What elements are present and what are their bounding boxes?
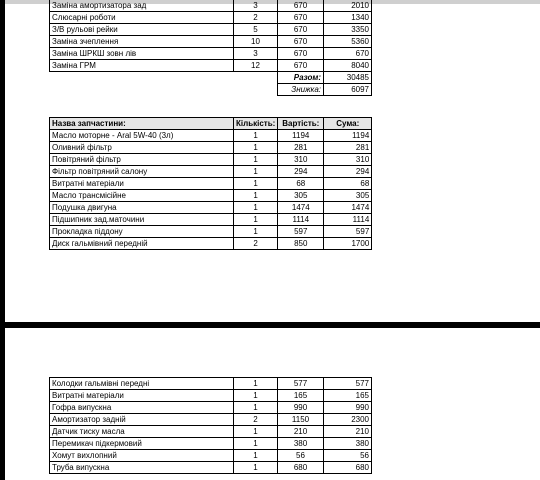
- total-label: Разом:: [278, 72, 324, 84]
- item-price: 670: [278, 36, 324, 48]
- item-name: Датчик тиску масла: [50, 426, 234, 438]
- item-name: Колодки гальмівні передні: [50, 378, 234, 390]
- item-name: Амортизатор задній: [50, 414, 234, 426]
- item-price: 850: [278, 238, 324, 250]
- spacer-cell: [50, 84, 234, 96]
- item-qty: 1: [234, 226, 278, 238]
- table-row: [50, 36, 372, 48]
- item-name: Гофра випускна: [50, 402, 234, 414]
- item-qty: 1: [234, 202, 278, 214]
- item-qty: 1: [234, 438, 278, 450]
- item-sum: 5360: [324, 36, 372, 48]
- item-name: Перемикач підкермовий: [50, 438, 234, 450]
- total-value: 30485: [324, 72, 372, 84]
- item-qty: 1: [234, 378, 278, 390]
- item-qty: 2: [234, 414, 278, 426]
- item-sum: 680: [324, 462, 372, 474]
- item-price: 990: [278, 402, 324, 414]
- item-sum: 597: [324, 226, 372, 238]
- item-price: 310: [278, 154, 324, 166]
- item-price: 680: [278, 462, 324, 474]
- item-qty: 1: [234, 214, 278, 226]
- item-price: 165: [278, 390, 324, 402]
- item-sum: 1340: [324, 12, 372, 24]
- item-sum: 294: [324, 166, 372, 178]
- item-name: Оливний фільтр: [50, 142, 234, 154]
- item-name: Витратні матеріали: [50, 390, 234, 402]
- item-qty: 3: [234, 48, 278, 60]
- item-sum: 305: [324, 190, 372, 202]
- item-name: Слюсарні роботи: [50, 12, 234, 24]
- table-row: [50, 378, 372, 390]
- item-qty: 1: [234, 450, 278, 462]
- item-name: Витратні матеріали: [50, 178, 234, 190]
- table-row: [50, 414, 372, 426]
- item-sum: 1114: [324, 214, 372, 226]
- item-qty: 1: [234, 130, 278, 142]
- item-price: 1474: [278, 202, 324, 214]
- item-qty: 1: [234, 142, 278, 154]
- spacer-cell: [50, 72, 234, 84]
- item-qty: 2: [234, 238, 278, 250]
- table-row: [50, 154, 372, 166]
- header-price: Вартість:: [278, 118, 324, 130]
- item-price: 68: [278, 178, 324, 190]
- item-qty: 1: [234, 166, 278, 178]
- item-qty: 2: [234, 12, 278, 24]
- parts-table: [49, 117, 372, 250]
- item-qty: 3: [234, 0, 278, 12]
- item-qty: 1: [234, 178, 278, 190]
- table-row: [50, 202, 372, 214]
- table-row: [50, 190, 372, 202]
- item-sum: 281: [324, 142, 372, 154]
- header-qty: Кількість:: [234, 118, 278, 130]
- item-sum: 2300: [324, 414, 372, 426]
- item-name: Заміна ГРМ: [50, 60, 234, 72]
- item-sum: 8040: [324, 60, 372, 72]
- table-row: [50, 166, 372, 178]
- table-row: [50, 462, 372, 474]
- item-name: Хомут вихлопний: [50, 450, 234, 462]
- item-name: Підшипник зад.маточини: [50, 214, 234, 226]
- item-sum: 990: [324, 402, 372, 414]
- item-price: 670: [278, 60, 324, 72]
- item-sum: 1474: [324, 202, 372, 214]
- item-qty: 1: [234, 190, 278, 202]
- item-name: Диск гальмівний передній: [50, 238, 234, 250]
- item-qty: 12: [234, 60, 278, 72]
- table-row: [50, 238, 372, 250]
- item-name: Прокладка піддону: [50, 226, 234, 238]
- table-row: [50, 130, 372, 142]
- item-price: 56: [278, 450, 324, 462]
- spacer-cell: [234, 72, 278, 84]
- item-price: 670: [278, 0, 324, 12]
- item-price: 597: [278, 226, 324, 238]
- item-sum: 1194: [324, 130, 372, 142]
- table-row: [50, 12, 372, 24]
- item-price: 305: [278, 190, 324, 202]
- item-price: 670: [278, 48, 324, 60]
- table-row: [50, 48, 372, 60]
- item-price: 281: [278, 142, 324, 154]
- table-row: [50, 178, 372, 190]
- item-price: 380: [278, 438, 324, 450]
- item-name: Заміна ШРКШ зовн лів: [50, 48, 234, 60]
- parts-header-row: [50, 118, 372, 130]
- item-sum: 670: [324, 48, 372, 60]
- parts-table-continued: [49, 377, 372, 474]
- item-price: 1194: [278, 130, 324, 142]
- table-row: [50, 214, 372, 226]
- table-row: [50, 226, 372, 238]
- table-row: [50, 450, 372, 462]
- table-row: [50, 60, 372, 72]
- item-qty: 5: [234, 24, 278, 36]
- total-row: [50, 72, 372, 84]
- table-row: [50, 0, 372, 12]
- header-name: Назва запчастини:: [50, 118, 234, 130]
- table-row: [50, 142, 372, 154]
- item-qty: 1: [234, 462, 278, 474]
- item-sum: 1700: [324, 238, 372, 250]
- table-row: [50, 402, 372, 414]
- discount-row: [50, 84, 372, 96]
- item-name: Заміна зчеплення: [50, 36, 234, 48]
- invoice-page-2: [5, 328, 540, 480]
- item-sum: 310: [324, 154, 372, 166]
- invoice-page-1: [5, 0, 540, 322]
- item-sum: 210: [324, 426, 372, 438]
- item-name: Труба випускна: [50, 462, 234, 474]
- item-qty: 1: [234, 390, 278, 402]
- item-sum: 2010: [324, 0, 372, 12]
- item-price: 577: [278, 378, 324, 390]
- item-sum: 68: [324, 178, 372, 190]
- item-price: 294: [278, 166, 324, 178]
- item-qty: 1: [234, 426, 278, 438]
- item-name: З/В рульові рейки: [50, 24, 234, 36]
- table-row: [50, 390, 372, 402]
- spacer-cell: [234, 84, 278, 96]
- header-sum: Сума:: [324, 118, 372, 130]
- item-name: Повітряний фільтр: [50, 154, 234, 166]
- item-name: Масло моторне - Aral 5W-40 (3л): [50, 130, 234, 142]
- item-name: Фільтр повітряний салону: [50, 166, 234, 178]
- item-name: Масло трансмісійне: [50, 190, 234, 202]
- item-sum: 56: [324, 450, 372, 462]
- item-sum: 3350: [324, 24, 372, 36]
- discount-label: Знижка:: [278, 84, 324, 96]
- item-price: 1150: [278, 414, 324, 426]
- item-sum: 380: [324, 438, 372, 450]
- item-name: Подушка двигуна: [50, 202, 234, 214]
- item-price: 1114: [278, 214, 324, 226]
- item-name: Заміна амортизатора зад: [50, 0, 234, 12]
- item-sum: 165: [324, 390, 372, 402]
- discount-value: 6097: [324, 84, 372, 96]
- table-row: [50, 426, 372, 438]
- item-qty: 1: [234, 154, 278, 166]
- table-row: [50, 438, 372, 450]
- labor-table: [49, 0, 372, 96]
- item-sum: 577: [324, 378, 372, 390]
- item-price: 670: [278, 24, 324, 36]
- table-row: [50, 24, 372, 36]
- item-qty: 1: [234, 402, 278, 414]
- item-price: 670: [278, 12, 324, 24]
- item-qty: 10: [234, 36, 278, 48]
- item-price: 210: [278, 426, 324, 438]
